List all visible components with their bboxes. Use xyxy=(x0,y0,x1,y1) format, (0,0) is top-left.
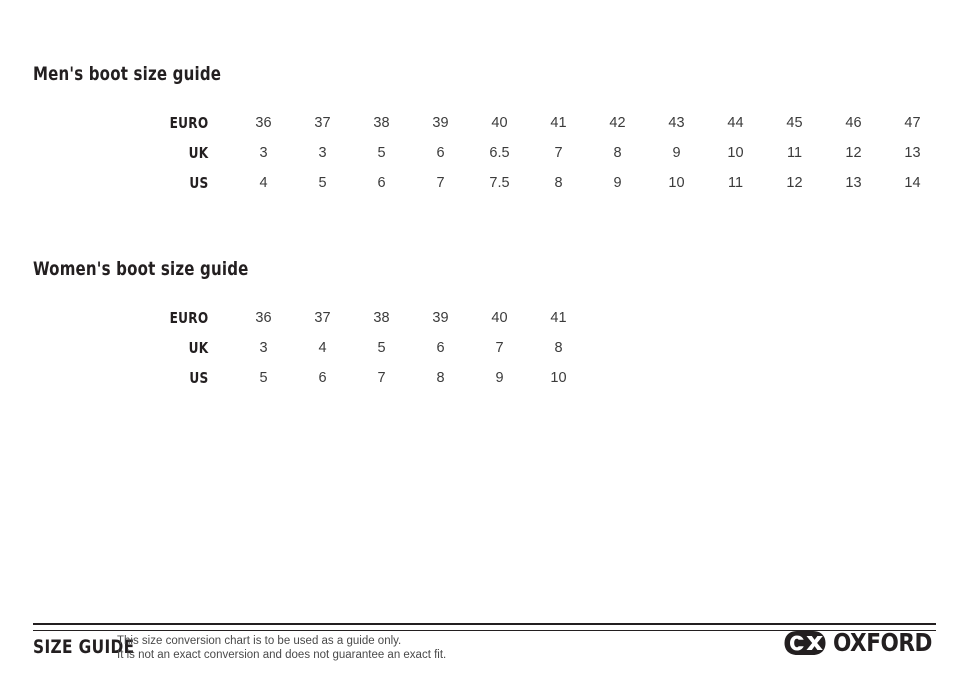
cell-uk-4: 7 xyxy=(495,340,504,356)
cell-uk-2: 5 xyxy=(377,340,386,356)
cell-euro-3: 39 xyxy=(432,310,449,326)
cell-uk-0: 3 xyxy=(259,145,268,161)
cell-euro-4: 40 xyxy=(491,115,508,131)
cell-euro-2: 38 xyxy=(373,115,390,131)
cell-us-4: 9 xyxy=(495,370,504,386)
cell-uk-1: 4 xyxy=(318,340,327,356)
cell-us-7: 10 xyxy=(668,175,685,191)
cell-euro-8: 44 xyxy=(727,115,744,131)
cell-euro-6: 42 xyxy=(609,115,626,131)
cell-us-5: 10 xyxy=(550,370,567,386)
cell-us-3: 8 xyxy=(436,370,445,386)
cell-uk-3: 6 xyxy=(436,145,445,161)
row-label-euro: EURO xyxy=(169,309,209,327)
row-label-us: US xyxy=(189,369,209,387)
cell-euro-11: 47 xyxy=(904,115,921,131)
cell-euro-4: 40 xyxy=(491,310,508,326)
cell-us-1: 6 xyxy=(318,370,327,386)
cell-us-2: 6 xyxy=(377,175,386,191)
cell-uk-10: 12 xyxy=(845,145,862,161)
cell-us-8: 11 xyxy=(727,175,744,191)
cell-us-11: 14 xyxy=(904,175,921,191)
cell-us-5: 8 xyxy=(554,175,563,191)
table-row xyxy=(120,363,588,393)
footer-disclaimer-line2: It is not an exact conversion and does not guarantee an exact fit. xyxy=(117,649,447,661)
table-row xyxy=(120,108,942,138)
footer-disclaimer-line1: This size conversion chart is to be used as a guide only. xyxy=(117,635,402,647)
cell-euro-10: 46 xyxy=(845,115,862,131)
oxford-swoosh-icon xyxy=(784,630,826,656)
cell-uk-1: 3 xyxy=(318,145,327,161)
cell-us-0: 5 xyxy=(259,370,268,386)
footer-divider-top xyxy=(33,623,936,625)
cell-euro-5: 41 xyxy=(550,115,567,131)
table-row xyxy=(120,303,588,333)
table-row xyxy=(120,168,942,198)
cell-euro-9: 45 xyxy=(786,115,803,131)
cell-euro-5: 41 xyxy=(550,310,567,326)
cell-euro-3: 39 xyxy=(432,115,449,131)
oxford-wordmark: OXFORD xyxy=(832,628,932,657)
cell-uk-9: 11 xyxy=(786,145,803,161)
cell-euro-2: 38 xyxy=(373,310,390,326)
cell-us-10: 13 xyxy=(845,175,862,191)
footer-title: SIZE GUIDE xyxy=(33,636,135,658)
cell-uk-2: 5 xyxy=(377,145,386,161)
cell-uk-4: 6.5 xyxy=(489,145,510,161)
row-label-uk: UK xyxy=(188,144,209,162)
row-label-uk: UK xyxy=(188,339,209,357)
table-row xyxy=(120,138,942,168)
cell-us-9: 12 xyxy=(786,175,803,191)
table-row xyxy=(120,333,588,363)
cell-euro-1: 37 xyxy=(314,115,331,131)
womens-section-title: Women's boot size guide xyxy=(33,258,249,280)
cell-us-4: 7.5 xyxy=(489,175,510,191)
cell-euro-0: 36 xyxy=(255,310,272,326)
row-label-us: US xyxy=(189,174,209,192)
row-label-euro: EURO xyxy=(169,114,209,132)
cell-euro-1: 37 xyxy=(314,310,331,326)
footer-disclaimer xyxy=(117,634,537,662)
cell-uk-8: 10 xyxy=(727,145,744,161)
cell-us-0: 4 xyxy=(259,175,268,191)
cell-euro-7: 43 xyxy=(668,115,685,131)
mens-size-table xyxy=(120,108,942,198)
cell-uk-0: 3 xyxy=(259,340,268,356)
oxford-logo xyxy=(784,628,936,657)
mens-section-title: Men's boot size guide xyxy=(33,63,222,85)
cell-uk-5: 8 xyxy=(554,340,563,356)
cell-euro-0: 36 xyxy=(255,115,272,131)
cell-us-6: 9 xyxy=(613,175,622,191)
cell-uk-5: 7 xyxy=(554,145,563,161)
cell-uk-6: 8 xyxy=(613,145,622,161)
cell-us-1: 5 xyxy=(318,175,327,191)
cell-us-3: 7 xyxy=(436,175,445,191)
cell-uk-7: 9 xyxy=(672,145,681,161)
cell-uk-11: 13 xyxy=(904,145,921,161)
cell-us-2: 7 xyxy=(377,370,386,386)
womens-size-table xyxy=(120,303,588,393)
cell-uk-3: 6 xyxy=(436,340,445,356)
